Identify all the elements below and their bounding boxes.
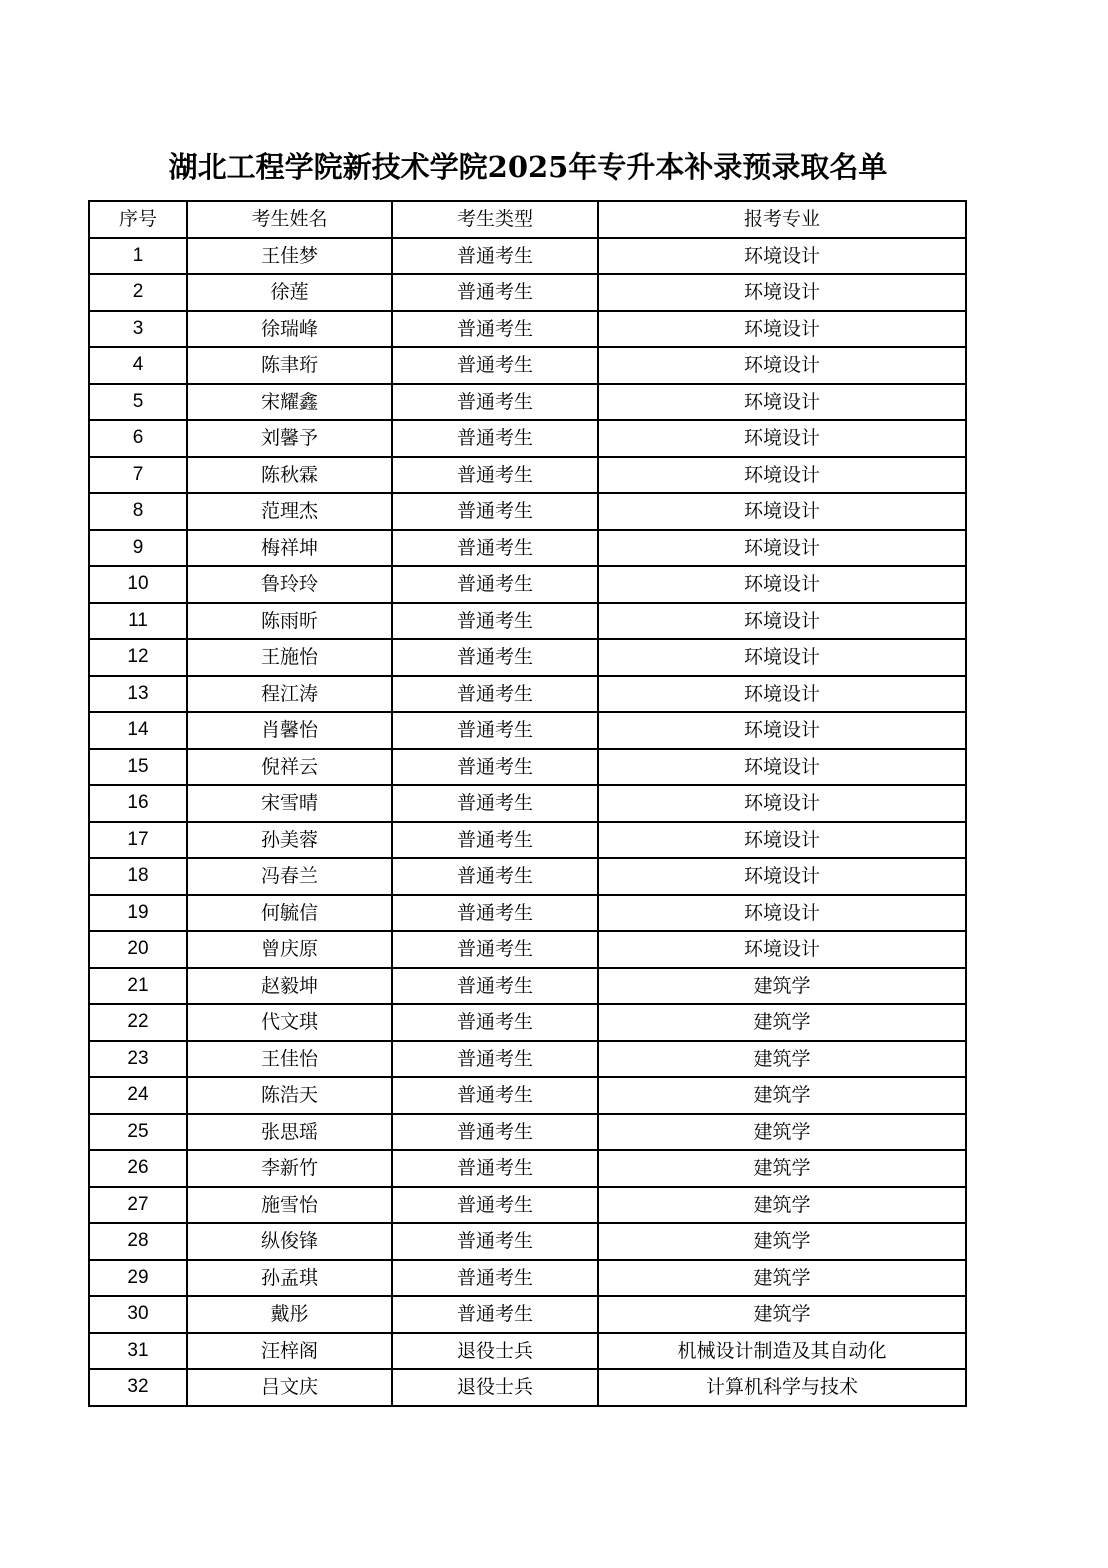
cell-candidate-type: 普通考生 (392, 1041, 598, 1078)
cell-candidate-name: 何毓信 (187, 895, 392, 932)
cell-candidate-name: 代文琪 (187, 1004, 392, 1041)
cell-candidate-type: 普通考生 (392, 238, 598, 275)
cell-candidate-name: 范理杰 (187, 493, 392, 530)
table-row (89, 1260, 966, 1297)
cell-serial-number: 28 (89, 1223, 187, 1260)
cell-serial-number: 30 (89, 1296, 187, 1333)
cell-candidate-type: 普通考生 (392, 785, 598, 822)
cell-serial-number: 15 (89, 749, 187, 786)
table-row (89, 274, 966, 311)
cell-candidate-name: 陈聿珩 (187, 347, 392, 384)
cell-serial-number: 24 (89, 1077, 187, 1114)
cell-candidate-type: 普通考生 (392, 1296, 598, 1333)
cell-major: 建筑学 (598, 1187, 966, 1224)
cell-candidate-type: 普通考生 (392, 822, 598, 859)
cell-candidate-type: 普通考生 (392, 493, 598, 530)
cell-candidate-name: 纵俊锋 (187, 1223, 392, 1260)
cell-candidate-name: 梅祥坤 (187, 530, 392, 567)
header-candidate-name: 考生姓名 (187, 201, 392, 238)
cell-candidate-type: 普通考生 (392, 895, 598, 932)
cell-candidate-name: 徐莲 (187, 274, 392, 311)
table-row (89, 384, 966, 421)
table-row (89, 347, 966, 384)
cell-major: 环境设计 (598, 566, 966, 603)
cell-candidate-name: 赵毅坤 (187, 968, 392, 1005)
cell-serial-number: 9 (89, 530, 187, 567)
table-row (89, 858, 966, 895)
table-row (89, 1077, 966, 1114)
cell-candidate-name: 陈浩天 (187, 1077, 392, 1114)
cell-candidate-type: 普通考生 (392, 1150, 598, 1187)
cell-candidate-name: 冯春兰 (187, 858, 392, 895)
cell-serial-number: 31 (89, 1333, 187, 1370)
table-header-row (89, 201, 966, 238)
cell-major: 环境设计 (598, 712, 966, 749)
cell-major: 环境设计 (598, 493, 966, 530)
cell-major: 环境设计 (598, 639, 966, 676)
table-row (89, 493, 966, 530)
cell-major: 环境设计 (598, 457, 966, 494)
table-row (89, 639, 966, 676)
cell-candidate-type: 普通考生 (392, 457, 598, 494)
cell-serial-number: 3 (89, 311, 187, 348)
cell-major: 环境设计 (598, 931, 966, 968)
cell-major: 建筑学 (598, 968, 966, 1005)
table-row (89, 420, 966, 457)
cell-serial-number: 23 (89, 1041, 187, 1078)
cell-major: 建筑学 (598, 1223, 966, 1260)
header-serial-number: 序号 (89, 201, 187, 238)
document-title: 湖北工程学院新技术学院2025年专升本补录预录取名单 (168, 150, 888, 185)
cell-candidate-name: 曾庆原 (187, 931, 392, 968)
cell-candidate-type: 退役士兵 (392, 1369, 598, 1406)
cell-candidate-name: 肖馨怡 (187, 712, 392, 749)
cell-major: 建筑学 (598, 1041, 966, 1078)
cell-serial-number: 7 (89, 457, 187, 494)
cell-serial-number: 16 (89, 785, 187, 822)
cell-major: 环境设计 (598, 858, 966, 895)
cell-candidate-name: 程江涛 (187, 676, 392, 713)
cell-serial-number: 12 (89, 639, 187, 676)
cell-candidate-type: 普通考生 (392, 1260, 598, 1297)
cell-candidate-name: 刘馨予 (187, 420, 392, 457)
table-row (89, 1041, 966, 1078)
cell-serial-number: 1 (89, 238, 187, 275)
cell-major: 建筑学 (598, 1260, 966, 1297)
table-row (89, 603, 966, 640)
cell-candidate-name: 宋耀鑫 (187, 384, 392, 421)
cell-candidate-type: 普通考生 (392, 1077, 598, 1114)
cell-serial-number: 10 (89, 566, 187, 603)
table-body (89, 238, 966, 1406)
cell-serial-number: 8 (89, 493, 187, 530)
cell-candidate-name: 陈秋霖 (187, 457, 392, 494)
cell-serial-number: 4 (89, 347, 187, 384)
cell-candidate-name: 施雪怡 (187, 1187, 392, 1224)
cell-serial-number: 26 (89, 1150, 187, 1187)
cell-major: 建筑学 (598, 1114, 966, 1151)
header-candidate-type: 考生类型 (392, 201, 598, 238)
cell-candidate-name: 陈雨昕 (187, 603, 392, 640)
cell-candidate-type: 普通考生 (392, 931, 598, 968)
table-row (89, 1296, 966, 1333)
cell-candidate-type: 退役士兵 (392, 1333, 598, 1370)
cell-candidate-name: 张思瑶 (187, 1114, 392, 1151)
cell-major: 环境设计 (598, 347, 966, 384)
table-row (89, 712, 966, 749)
cell-candidate-type: 普通考生 (392, 639, 598, 676)
cell-serial-number: 29 (89, 1260, 187, 1297)
table-row (89, 1150, 966, 1187)
cell-major: 计算机科学与技术 (598, 1369, 966, 1406)
cell-serial-number: 18 (89, 858, 187, 895)
cell-major: 建筑学 (598, 1296, 966, 1333)
cell-candidate-type: 普通考生 (392, 530, 598, 567)
cell-serial-number: 6 (89, 420, 187, 457)
cell-candidate-type: 普通考生 (392, 566, 598, 603)
cell-candidate-name: 王佳梦 (187, 238, 392, 275)
cell-candidate-name: 孙孟琪 (187, 1260, 392, 1297)
cell-candidate-type: 普通考生 (392, 347, 598, 384)
table-row (89, 530, 966, 567)
table-row (89, 1187, 966, 1224)
cell-major: 环境设计 (598, 785, 966, 822)
cell-major: 建筑学 (598, 1077, 966, 1114)
cell-serial-number: 5 (89, 384, 187, 421)
cell-candidate-type: 普通考生 (392, 712, 598, 749)
header-major: 报考专业 (598, 201, 966, 238)
table-row (89, 785, 966, 822)
table-row (89, 822, 966, 859)
cell-major: 建筑学 (598, 1150, 966, 1187)
cell-serial-number: 2 (89, 274, 187, 311)
cell-serial-number: 27 (89, 1187, 187, 1224)
cell-candidate-name: 徐瑞峰 (187, 311, 392, 348)
cell-candidate-name: 李新竹 (187, 1150, 392, 1187)
cell-major: 环境设计 (598, 749, 966, 786)
table-row (89, 1004, 966, 1041)
cell-serial-number: 22 (89, 1004, 187, 1041)
table-row (89, 749, 966, 786)
cell-major: 环境设计 (598, 895, 966, 932)
cell-candidate-type: 普通考生 (392, 1114, 598, 1151)
table-row (89, 311, 966, 348)
cell-major: 环境设计 (598, 274, 966, 311)
cell-candidate-type: 普通考生 (392, 603, 598, 640)
table-row (89, 1223, 966, 1260)
cell-major: 环境设计 (598, 676, 966, 713)
cell-major: 环境设计 (598, 822, 966, 859)
cell-candidate-type: 普通考生 (392, 311, 598, 348)
cell-candidate-name: 汪梓阁 (187, 1333, 392, 1370)
table-row (89, 968, 966, 1005)
cell-serial-number: 14 (89, 712, 187, 749)
table-row (89, 1333, 966, 1370)
cell-major: 环境设计 (598, 530, 966, 567)
cell-major: 环境设计 (598, 420, 966, 457)
cell-serial-number: 21 (89, 968, 187, 1005)
cell-candidate-type: 普通考生 (392, 420, 598, 457)
cell-candidate-type: 普通考生 (392, 1187, 598, 1224)
table-row (89, 566, 966, 603)
cell-serial-number: 20 (89, 931, 187, 968)
cell-serial-number: 17 (89, 822, 187, 859)
cell-major: 机械设计制造及其自动化 (598, 1333, 966, 1370)
cell-candidate-name: 戴彤 (187, 1296, 392, 1333)
cell-candidate-type: 普通考生 (392, 749, 598, 786)
cell-candidate-type: 普通考生 (392, 858, 598, 895)
table-row (89, 931, 966, 968)
table-row (89, 895, 966, 932)
cell-candidate-type: 普通考生 (392, 676, 598, 713)
cell-candidate-name: 孙美蓉 (187, 822, 392, 859)
cell-major: 环境设计 (598, 384, 966, 421)
admission-list-table (88, 200, 967, 1407)
cell-candidate-type: 普通考生 (392, 274, 598, 311)
table-row (89, 238, 966, 275)
cell-candidate-type: 普通考生 (392, 1223, 598, 1260)
cell-candidate-name: 鲁玲玲 (187, 566, 392, 603)
cell-serial-number: 11 (89, 603, 187, 640)
cell-serial-number: 25 (89, 1114, 187, 1151)
cell-candidate-name: 王施怡 (187, 639, 392, 676)
cell-candidate-type: 普通考生 (392, 384, 598, 421)
cell-candidate-type: 普通考生 (392, 968, 598, 1005)
cell-serial-number: 13 (89, 676, 187, 713)
table-row (89, 457, 966, 494)
table-row (89, 1369, 966, 1406)
table-row (89, 676, 966, 713)
cell-candidate-name: 王佳怡 (187, 1041, 392, 1078)
cell-major: 环境设计 (598, 238, 966, 275)
cell-candidate-name: 吕文庆 (187, 1369, 392, 1406)
cell-candidate-type: 普通考生 (392, 1004, 598, 1041)
cell-candidate-name: 宋雪晴 (187, 785, 392, 822)
cell-candidate-name: 倪祥云 (187, 749, 392, 786)
cell-major: 环境设计 (598, 603, 966, 640)
table-row (89, 1114, 966, 1151)
cell-serial-number: 19 (89, 895, 187, 932)
cell-major: 建筑学 (598, 1004, 966, 1041)
cell-major: 环境设计 (598, 311, 966, 348)
cell-serial-number: 32 (89, 1369, 187, 1406)
